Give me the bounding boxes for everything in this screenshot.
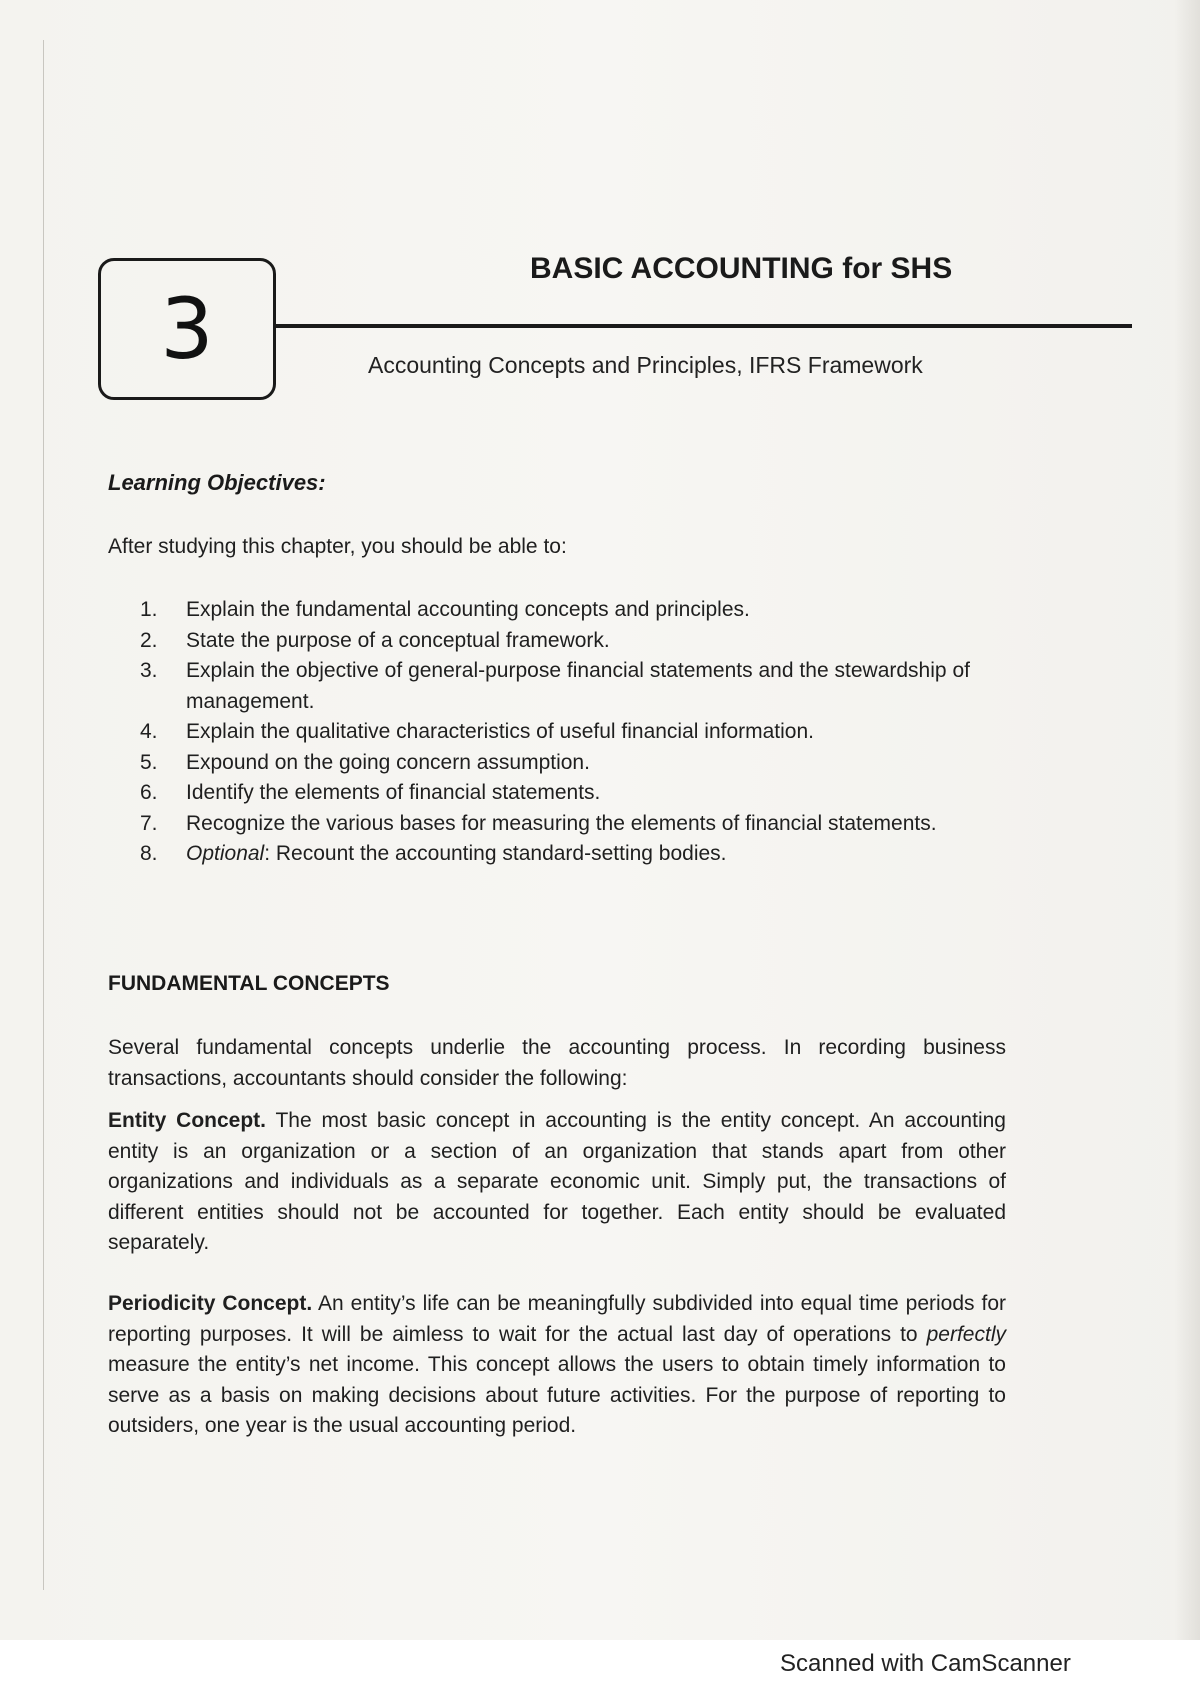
fundamental-concepts-intro: Several fundamental concepts underlie the accounting process. In recording business transactions, accountants should consider the following: — [108, 1036, 1006, 1090]
objectives-list — [140, 595, 970, 870]
page-fold-shadow — [1174, 0, 1200, 1698]
book-title: BASIC ACCOUNTING for SHS — [530, 252, 953, 285]
objective-number: 2. — [140, 628, 158, 652]
chapter-number-box — [98, 258, 276, 400]
objective-number: 7. — [140, 811, 158, 835]
objective-number: 1. — [140, 598, 158, 621]
chapter-subtitle: Accounting Concepts and Principles, IFRS Framework — [368, 352, 923, 378]
scanner-watermark: Scanned with CamScanner — [780, 1650, 1071, 1677]
objective-item — [140, 626, 970, 657]
periodicity-emphasis: perfectly — [926, 1322, 1006, 1346]
periodicity-concept-paragraph — [108, 1289, 1006, 1442]
objective-item — [140, 778, 970, 809]
optional-text: : Recount the accounting standard-setting bodies. — [264, 842, 727, 865]
objective-number: 3. — [140, 659, 158, 682]
objective-item — [140, 809, 970, 840]
objective-text: Explain the qualitative characteristics of useful financial information. — [186, 720, 814, 743]
periodicity-text-before: An entity’s life can be meaningfully subdivided into equal time periods for reporting purposes. It will be aimless to wait for the actual last day of operations to — [108, 1292, 1006, 1346]
objective-text: State the purpose of a conceptual framework. — [186, 628, 610, 652]
objective-text — [186, 839, 970, 870]
chapter-number: 3 — [160, 280, 214, 378]
entity-concept-term: Entity Concept. — [108, 1109, 267, 1132]
learning-objectives-intro: After studying this chapter, you should be able to: — [108, 535, 567, 558]
objective-number: 4. — [140, 720, 158, 743]
objective-text: Recognize the various bases for measuring the elements of financial statements. — [186, 811, 937, 835]
title-rule — [276, 324, 1132, 328]
periodicity-concept-term: Periodicity Concept. — [108, 1292, 313, 1315]
objective-item — [140, 748, 970, 779]
objective-number: 8. — [140, 842, 158, 865]
objective-item — [140, 595, 970, 626]
objective-text: Explain the objective of general-purpose financial statements and the stewardship of management. — [186, 659, 970, 713]
periodicity-text-after: measure the entity’s net income. This concept allows the users to obtain timely information to serve as a basis on making decisions about future activities. For the purpose of reporting to outsiders, one year is the usual accounting period. — [108, 1353, 1006, 1437]
page-edge-line — [43, 40, 44, 1590]
objective-item — [140, 717, 970, 748]
entity-concept-paragraph — [108, 1106, 1006, 1259]
optional-label: Optional — [186, 842, 265, 865]
fundamental-concepts-heading: FUNDAMENTAL CONCEPTS — [108, 972, 390, 995]
learning-objectives-heading: Learning Objectives: — [108, 470, 326, 495]
objective-text: Explain the fundamental accounting concepts and principles. — [186, 598, 750, 621]
objective-text: Identify the elements of financial statements. — [186, 781, 601, 804]
objective-text: Expound on the going concern assumption. — [186, 750, 590, 774]
entity-concept-text: The most basic concept in accounting is the entity concept. An accounting entity is an organization or a section of an organization that stands apart from other organizations and individuals as a separate economic unit. Simply put, the transactions of different entities should not be accounted for together. Each entity should be evaluated separately. — [108, 1109, 1006, 1254]
objective-item — [140, 656, 970, 717]
objective-item — [140, 839, 970, 870]
objective-number: 5. — [140, 750, 158, 774]
objective-number: 6. — [140, 781, 158, 804]
